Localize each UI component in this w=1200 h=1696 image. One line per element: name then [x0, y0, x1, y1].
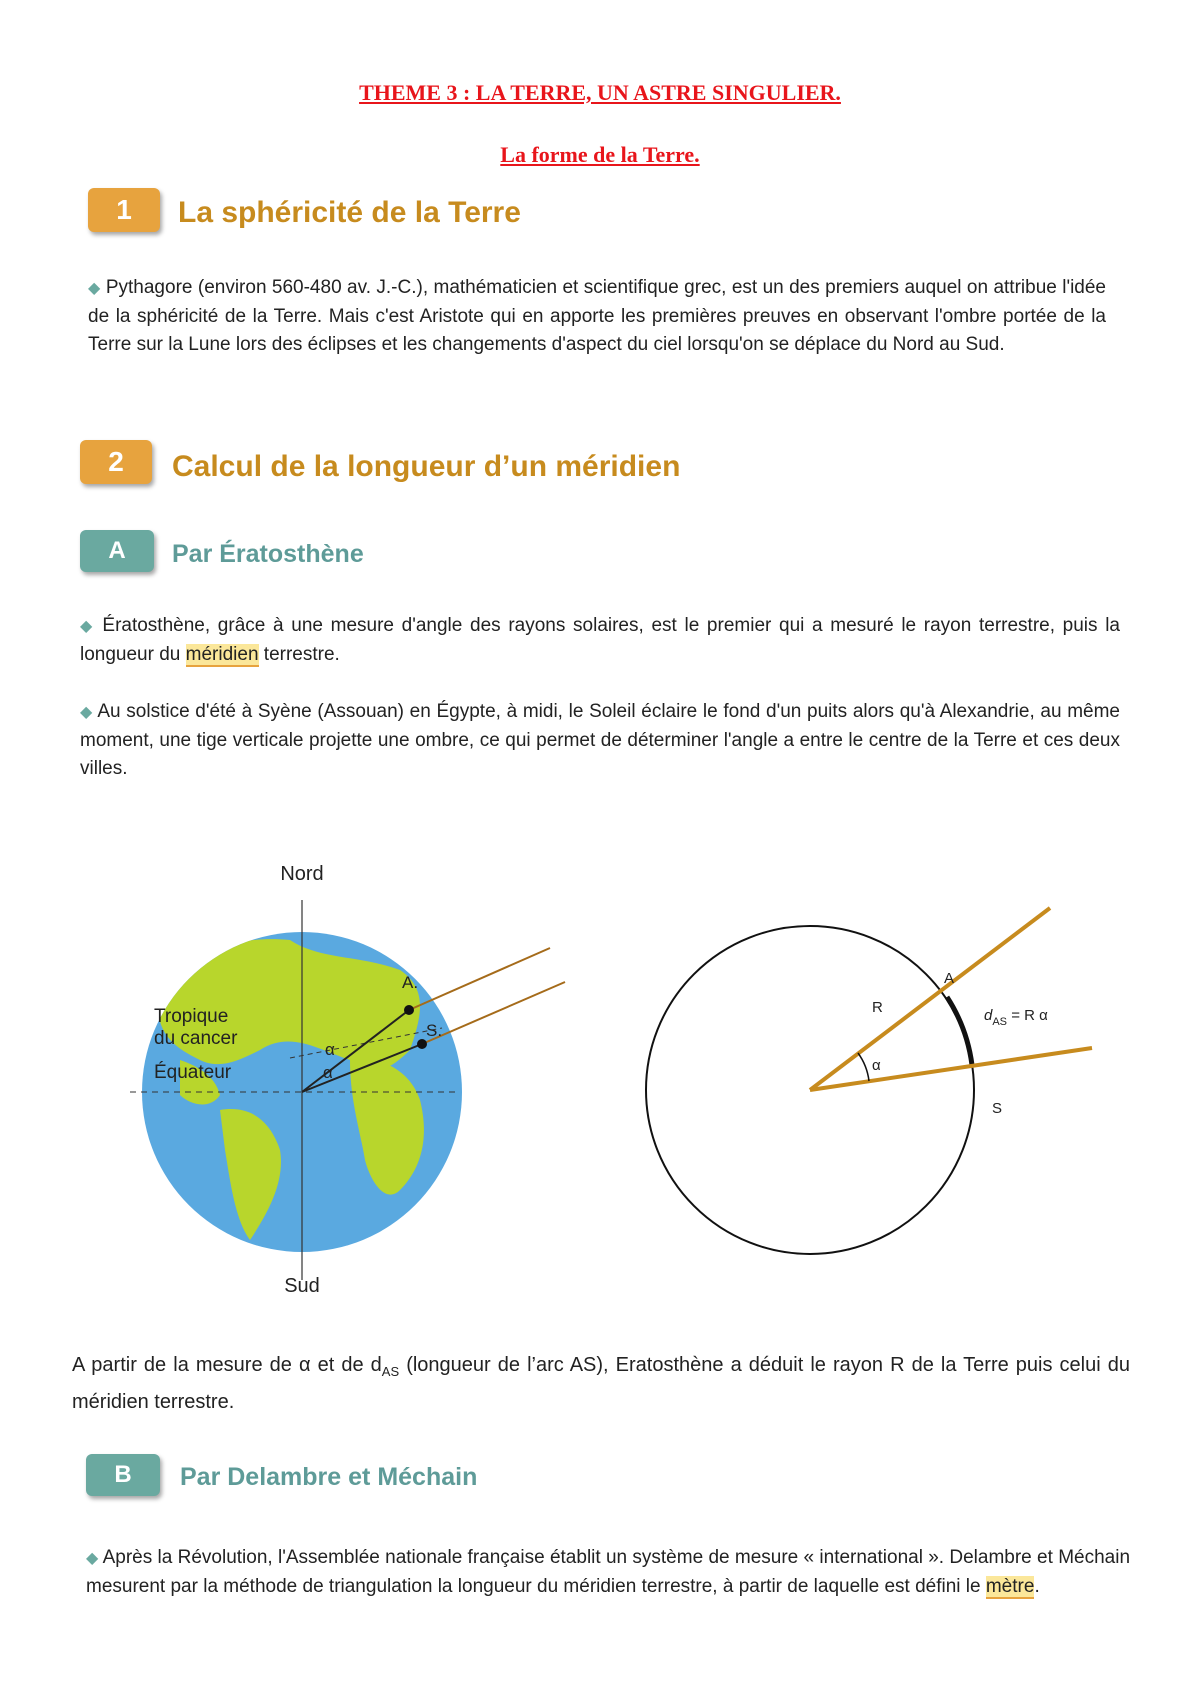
conclusion-before: A partir de la mesure de α et de d [72, 1354, 382, 1376]
section-1-paragraph [88, 274, 1106, 359]
tropic-label-2: du cancer [154, 1028, 238, 1049]
subb-before: Après la Révolution, l'Assemblée nationale française établit un système de mesure « international ». Delambre et Méchain mesurent par la méthode de triangulation la longueur du méridien terrestre, à partir de laquelle est défini le [86, 1547, 1131, 1597]
section-1-text: Pythagore (environ 560-480 av. J.-C.), mathématicien et scientifique grec, est un des premiers auquel on attribue l'idée de la sphéricité de la Terre. Mais c'est Aristote qui en apporte les premières preuves en observant l'ombre portée de la Terre sur la Lune lors des éclipses et les changements d'aspect du ciel lorsqu'on se déplace du Nord au Sud. [88, 277, 1106, 355]
para1-before: Ératosthène, grâce à une mesure d'angle des rayons solaires, est le premier qui a mesuré le rayon terrestre, puis la longueur du [80, 615, 1120, 665]
section-1-heading: La sphéricité de la Terre [178, 196, 521, 229]
bullet-icon: ◆ [86, 1550, 99, 1567]
conclusion-after: (longueur de l’arc AS), Eratosthène a déduit le rayon R de la Terre puis celui du méridien terrestre. [72, 1354, 1131, 1413]
conclusion-subscript: AS [381, 1364, 400, 1379]
north-label: Nord [280, 863, 324, 885]
subsection-a-heading: Par Ératosthène [172, 540, 364, 568]
subsection-a-paragraph-1 [80, 612, 1120, 669]
south-label: Sud [284, 1275, 320, 1297]
point-s-label: S. [426, 1021, 443, 1040]
highlight-metre: mètre [985, 1576, 1035, 1597]
sun-ray-a [409, 948, 550, 1010]
point-a-label: A. [402, 973, 419, 992]
page-subtitle: La forme de la Terre. [500, 142, 700, 167]
radius-label: R [872, 999, 883, 1016]
section-1-badge: 1 [88, 188, 160, 232]
point-a-label: A [944, 970, 955, 987]
circle-diagram [620, 880, 1100, 1280]
sun-ray-s [422, 982, 565, 1044]
equator-label: Équateur [154, 1062, 232, 1083]
subsection-b-badge: B [86, 1454, 160, 1496]
subsection-b-paragraph [86, 1544, 1130, 1601]
globe-diagram [120, 860, 640, 1300]
subb-after: . [1034, 1576, 1040, 1597]
bullet-icon: ◆ [80, 704, 93, 721]
subsection-a-badge: A [80, 530, 154, 572]
alpha-label-upper: α [325, 1040, 335, 1059]
para1-after: terrestre. [258, 644, 340, 665]
ray-a [810, 908, 1050, 1090]
alpha-arc [858, 1053, 869, 1081]
highlight-meridien: méridien [185, 644, 259, 665]
conclusion-paragraph [72, 1350, 1130, 1417]
arc-length-label: $d_{AS} = R$ α [984, 1007, 1048, 1028]
subsection-b-heading: Par Delambre et Méchain [180, 1463, 478, 1491]
theme-title: THEME 3 : LA TERRE, UN ASTRE SINGULIER. [359, 80, 841, 105]
arc-as [947, 997, 972, 1065]
ray-s [810, 1048, 1092, 1090]
alpha-label: α [872, 1057, 881, 1074]
point-a-dot [404, 1005, 414, 1015]
alpha-label-lower: α [323, 1063, 333, 1082]
bullet-icon: ◆ [80, 618, 95, 635]
para2-text: Au solstice d'été à Syène (Assouan) en Égypte, à midi, le Soleil éclaire le fond d'un puits alors qu'à Alexandrie, au même moment, une tige verticale projette une ombre, ce qui permet de déterminer l'angle a entre le centre de la Terre et ces deux villes. [80, 701, 1120, 779]
point-s-label: S [992, 1100, 1003, 1117]
tropic-label-1: Tropique [154, 1006, 229, 1027]
subsection-a-paragraph-2 [80, 698, 1120, 783]
section-2-heading: Calcul de la longueur d’un méridien [172, 450, 681, 483]
point-s-dot [417, 1039, 427, 1049]
bullet-icon: ◆ [88, 280, 101, 297]
section-2-badge: 2 [80, 440, 152, 484]
